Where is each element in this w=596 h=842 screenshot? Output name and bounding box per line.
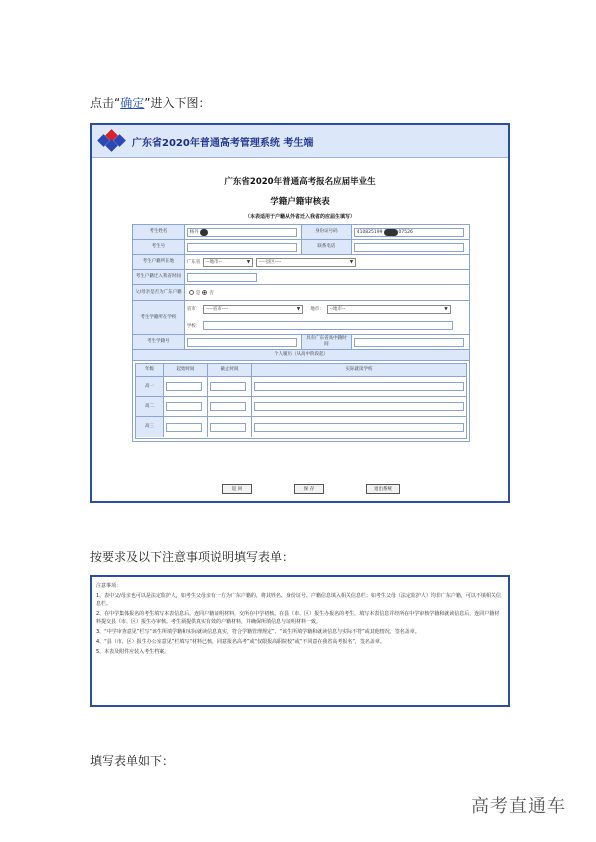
row-move-time	[133, 270, 469, 285]
end-input-2[interactable]	[210, 402, 246, 411]
school-city-select[interactable]	[327, 305, 451, 314]
row-hukou	[133, 255, 469, 270]
note-item: 2、在中学集体报名的考生填写本表信息后，连同户籍证明材料，交所在中学初核。在县（市、区）报生办报名的考生，填写本表信息并经所在中学审核学籍和就读信息后，连同户籍材料提交县（市、区）报生办审核。考生须提供真实有效的户籍材料，并确保所填信息与证明材料一致。	[96, 611, 500, 625]
city-select-value: --地市--	[206, 260, 222, 265]
col-end: 截止时间	[208, 364, 252, 376]
id-label: 身份证号码	[302, 225, 352, 239]
row-name	[133, 225, 469, 240]
school-label: 考生学籍所在学校	[133, 301, 185, 334]
school-name-label: 学校：	[186, 323, 201, 329]
form-body	[92, 158, 508, 501]
instruction-line-1	[90, 94, 210, 111]
resume-head-row	[136, 364, 466, 377]
chevron-down-icon: ▼	[444, 306, 448, 312]
name-label: 考生姓名	[133, 225, 185, 239]
resume-row-2	[136, 397, 466, 417]
watermark: 高考直通车	[471, 796, 566, 817]
school-city-select-value: --地市--	[329, 307, 346, 313]
radio-no[interactable]	[202, 290, 207, 295]
grade-1: 高一	[136, 377, 164, 396]
instruction-line-3: 填写表单如下：	[90, 754, 175, 768]
chevron-down-icon: ▼	[296, 306, 301, 312]
resume-row-3	[136, 417, 466, 437]
exam-no-label: 考生号	[133, 240, 185, 254]
chevron-down-icon: ▼	[349, 259, 354, 265]
notes-heading: 注意事项：	[96, 583, 122, 589]
resume-table	[135, 363, 467, 439]
id-value-prefix: 410825199	[356, 229, 383, 235]
move-time-label: 考生户籍迁入我省时间	[133, 270, 185, 284]
radio-yes-label: 是	[195, 290, 201, 296]
row-student-no	[133, 335, 469, 350]
save-button[interactable]: 保 存	[294, 484, 324, 494]
school-province-select-value: ----省市----	[206, 307, 229, 313]
phone-input[interactable]	[354, 243, 464, 252]
school-city-label: 地市：	[310, 307, 324, 313]
grade-3: 高三	[136, 417, 164, 437]
redaction-blot	[384, 229, 398, 236]
exit-system-button[interactable]: 退出系统	[366, 484, 400, 494]
county-select-value: ----县区----	[259, 260, 282, 265]
logo-icon	[98, 131, 124, 151]
confirm-keyword: 确定	[120, 96, 145, 110]
row-resume-header	[133, 350, 469, 361]
school-province-label: 省市：	[186, 307, 201, 313]
row-school	[133, 301, 469, 335]
exam-no-input[interactable]	[187, 243, 297, 252]
move-time-input[interactable]	[187, 273, 257, 282]
form-title-2: 学籍户籍审核表	[270, 197, 330, 207]
row-exam-no	[133, 240, 469, 255]
back-button[interactable]: 返 回	[222, 484, 252, 494]
end-input-3[interactable]	[210, 423, 246, 432]
note-item: 3、“中学审查意见”栏写“该生所填学籍和实际就读信息真实，符合学籍管理规定”、“该生所填学籍和就读信息与实际不符”或其他情况，签名盖章。	[96, 629, 420, 635]
redaction-blot	[200, 229, 208, 236]
note-item: 5、本表及附件应装入考生档案。	[96, 649, 170, 655]
county-select[interactable]	[256, 258, 356, 267]
app-header	[92, 125, 508, 158]
id-input[interactable]	[354, 228, 464, 237]
radio-no-label: 否	[209, 290, 214, 296]
school-input-1[interactable]	[254, 382, 464, 391]
chevron-down-icon: ▼	[246, 259, 251, 265]
parent-label: 父/母亲是否为广东户籍	[133, 285, 185, 300]
screenshot-review-form	[90, 123, 510, 503]
school-name-input[interactable]	[203, 321, 453, 330]
id-value-suffix: 07526	[398, 229, 413, 235]
name-value: 杨丹	[189, 230, 199, 235]
row-parent	[133, 285, 469, 301]
start-input-2[interactable]	[166, 402, 202, 411]
radio-yes[interactable]	[189, 290, 194, 295]
note-item: 1、表中父/母亲也可以是法定监护人，如考生父母亲有一方为广东户籍的，将其姓名、身份证号、户籍信息填入相关信息栏；如考生父母（法定监护人）均非广东户籍，可以不填相关信息栏。	[96, 593, 501, 607]
form-title-1: 广东省2020年普通高考报名应届毕业生	[224, 177, 376, 187]
resume-row-1	[136, 377, 466, 397]
study-time-input[interactable]	[354, 338, 464, 347]
school-input-2[interactable]	[254, 402, 464, 411]
app-title: 广东省2020年普通高考管理系统 考生端	[132, 137, 314, 149]
col-school: 实际就读学校	[252, 364, 466, 376]
start-input-1[interactable]	[166, 382, 202, 391]
resume-block	[133, 361, 469, 441]
school-input-3[interactable]	[254, 423, 464, 432]
review-table	[132, 224, 470, 442]
school-province-select[interactable]	[203, 305, 303, 314]
resume-header: 个人履历（从高中阶段起）	[133, 350, 469, 360]
screenshot-notes	[90, 575, 510, 707]
student-no-label: 考生学籍号	[133, 335, 185, 349]
note-item: 4、“县（市、区）报生办公室意见”栏填写“材料已核，同意报名高考”或“仅限报高职院校”或“不同意在我省高考报名”，签名盖章。	[96, 639, 385, 645]
student-no-input[interactable]	[187, 338, 297, 347]
end-input-1[interactable]	[210, 382, 246, 391]
hukou-label: 考生户籍所在地	[133, 255, 185, 269]
grade-2: 高二	[136, 397, 164, 416]
city-select[interactable]	[203, 258, 253, 267]
study-time-label: 具有广东省高中籍时间	[302, 335, 352, 349]
form-note: （本表适用于户籍从外省迁入我省的应届生填写）	[244, 214, 355, 220]
col-grade: 年级	[136, 364, 164, 376]
phone-label: 联系电话	[302, 240, 352, 254]
province-value: 广东省	[186, 260, 201, 265]
instruction-line-2: 按要求及以下注意事项说明填写表单：	[90, 550, 295, 564]
col-start: 起始时间	[164, 364, 208, 376]
name-input[interactable]	[187, 228, 297, 237]
start-input-3[interactable]	[166, 423, 202, 432]
instruction-prefix: 点击“	[90, 96, 121, 110]
instruction-suffix: ”进入下图：	[144, 96, 211, 110]
